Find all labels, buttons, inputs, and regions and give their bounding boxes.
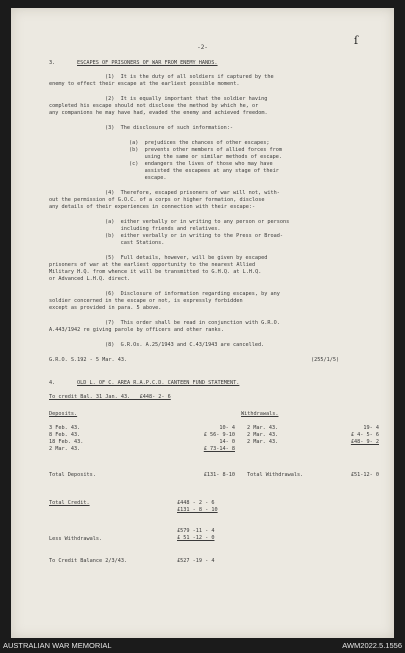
- total-credit-value: £448 - 2 - 6: [177, 500, 215, 506]
- footer-bar: [0, 638, 405, 653]
- withdrawal-amount: 19- 4: [363, 425, 379, 431]
- list-item: using the same or similar methods of escape.: [129, 154, 283, 160]
- para-text: Military H.Q. from whence it will be transmitted to G.H.Q. at L.H.Q.: [49, 269, 262, 275]
- page-number: -2-: [197, 44, 208, 51]
- withdrawal-amount: £48- 9- 2: [350, 439, 379, 445]
- para-text: any companions he may have had, evaded the enemy and achieved freedom.: [49, 110, 268, 116]
- balance-label: To Credit Balance 2/3/43.: [49, 558, 128, 564]
- para-text: soldier concerned in the escape or not, is expressly forbidden: [49, 298, 243, 304]
- section3-number: 3.: [49, 60, 56, 66]
- list-item: (c) endangers the lives of those who may have: [129, 161, 273, 167]
- para-text: (1) It is the duty of all soldiers if captured by the: [105, 74, 274, 80]
- section4-heading: OLD L. OF C. AREA R.A.P.C.D. CANTEEN FUND STATEMENT.: [77, 380, 240, 386]
- para-text: completed his escape should not disclose the method by which he, or: [49, 103, 259, 109]
- section3-heading: ESCAPES OF PRISONERS OF WAR FROM ENEMY HANDS.: [77, 60, 218, 66]
- para-text: (2) It is equally important that the soldier having: [105, 96, 268, 102]
- deposit-amount: £ 73-14- 8: [203, 446, 235, 452]
- total-deposits-value: £131- 8-10: [203, 472, 235, 478]
- subtotal-value: £579 -11 - 4: [177, 528, 215, 534]
- withdrawal-date: 2 Mar. 43.: [247, 439, 279, 445]
- order-reference: G.R.O. S.192 - 5 Mar. 43.: [49, 357, 128, 363]
- para-text: (3) The disclosure of such information:-: [105, 125, 234, 131]
- deposit-amount: £ 56- 9-10: [203, 432, 235, 438]
- para-text: (7) This order shall be read in conjunction with G.R.O.: [105, 320, 280, 326]
- para-text: (4) Therefore, escaped prisoners of war will not, with-: [105, 190, 280, 196]
- deposits-label: Deposits.: [49, 411, 78, 417]
- file-reference: (255/1/5): [311, 357, 340, 363]
- para-text: (6) Disclosure of information regarding escapes, by any: [105, 291, 280, 297]
- para-text: any details of their experiences in connection with their escape:-: [49, 204, 256, 210]
- withdrawals-label: Withdrawals.: [241, 411, 279, 417]
- list-item: escape.: [129, 175, 167, 181]
- para-text: (5) Full details, however, will be given by escaped: [105, 255, 268, 261]
- document-page: [11, 8, 394, 638]
- total-credit-label: Total Credit.: [49, 500, 90, 506]
- list-item: (a) prejudices the chances of other escapes;: [129, 140, 270, 146]
- withdrawal-date: 2 Mar. 43.: [247, 432, 279, 438]
- deposit-date: 8 Feb. 43.: [49, 432, 81, 438]
- deposit-amount: 14- 0: [219, 439, 235, 445]
- withdrawal-date: 2 Mar. 43.: [247, 425, 279, 431]
- deposit-date: 2 Mar. 43.: [49, 446, 81, 452]
- deposit-amount: 10- 4: [219, 425, 235, 431]
- footer-source: AUSTRALIAN WAR MEMORIAL: [3, 641, 112, 650]
- deposit-date: 3 Feb. 43.: [49, 425, 81, 431]
- deposit-date: 18 Feb. 43.: [49, 439, 84, 445]
- para-text: or Advanced L.H.Q. direct.: [49, 276, 131, 282]
- para-text: out the permission of G.O.C. of a corps or higher formation, disclose: [49, 197, 265, 203]
- total-credit-value: £131 - 8 - 10: [177, 507, 218, 513]
- footer-accession: AWM2022.5.1556: [342, 641, 402, 650]
- total-deposits-label: Total Deposits.: [49, 472, 96, 478]
- para-text: enemy to effect their escape at the earliest possible moment.: [49, 81, 240, 87]
- total-withdrawals-value: £51-12- 0: [350, 472, 379, 478]
- list-item: including friends and relatives.: [105, 226, 221, 232]
- list-item: (b) either verbally or in writing to the Press or Broad-: [105, 233, 284, 239]
- balance-value: £527 -19 - 4: [177, 558, 215, 564]
- para-text: prisoners of war at the earliest opportunity to the nearest Allied: [49, 262, 256, 268]
- para-text: except as provided in para. 5 above.: [49, 305, 162, 311]
- withdrawal-amount: £ 4- 5- 6: [350, 432, 379, 438]
- list-item: cast Stations.: [105, 240, 165, 246]
- list-item: (a) either verbally or in writing to any person or persons: [105, 219, 290, 225]
- total-withdrawals-label: Total Withdrawals.: [247, 472, 304, 478]
- list-item: assisted the escapees at any stage of their: [129, 168, 279, 174]
- less-withdrawals-label: Less Withdrawals.: [49, 536, 103, 542]
- list-item: (b) prevents other members of allied forces from: [129, 147, 283, 153]
- para-text: (8) G.R.Os. A.25/1943 and C.43/1943 are cancelled.: [105, 342, 265, 348]
- less-withdrawals-value: £ 51 -12 - 0: [177, 535, 215, 541]
- section4-number: 4.: [49, 380, 56, 386]
- opening-credit: To credit Bal. 31 Jan. 43. £448- 2- 6: [49, 394, 171, 400]
- handwritten-mark: ſ: [354, 34, 359, 47]
- para-text: A.443/1942 re giving parole by officers and other ranks.: [49, 327, 224, 333]
